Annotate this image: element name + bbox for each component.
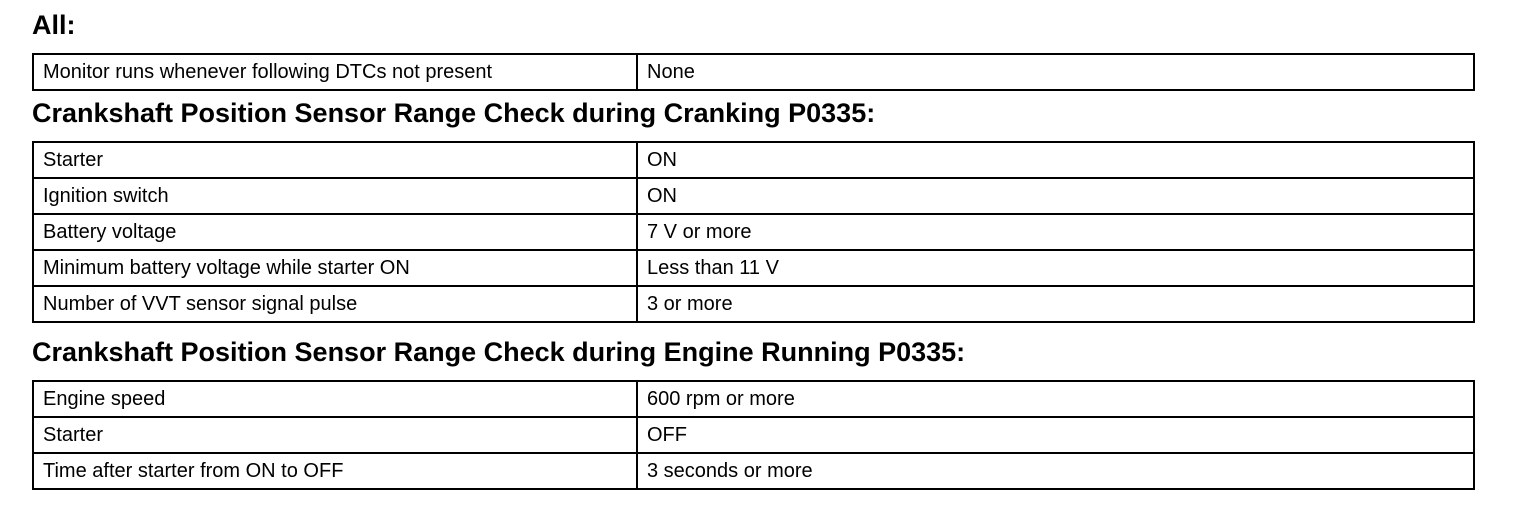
table-row <box>33 381 1474 417</box>
table-all-conditions <box>32 53 1475 91</box>
value-cell: None <box>637 54 1474 90</box>
table-row <box>33 250 1474 286</box>
table-row <box>33 286 1474 322</box>
table-row <box>33 453 1474 489</box>
value-cell: ON <box>637 142 1474 178</box>
section-heading-engine-running: Crankshaft Position Sensor Range Check during Engine Running P0335: <box>32 337 966 367</box>
table-row <box>33 142 1474 178</box>
table-engine-running-conditions <box>32 380 1475 490</box>
value-cell: 3 or more <box>637 286 1474 322</box>
table-row <box>33 417 1474 453</box>
value-cell: 7 V or more <box>637 214 1474 250</box>
value-cell: 3 seconds or more <box>637 453 1474 489</box>
table-cranking-conditions <box>32 141 1475 323</box>
table-row <box>33 178 1474 214</box>
table-row <box>33 214 1474 250</box>
value-cell: 600 rpm or more <box>637 381 1474 417</box>
section-heading-all: All: <box>32 10 76 40</box>
condition-cell: Number of VVT sensor signal pulse <box>33 286 637 322</box>
condition-cell: Time after starter from ON to OFF <box>33 453 637 489</box>
table-row <box>33 54 1474 90</box>
condition-cell: Starter <box>33 417 637 453</box>
section-heading-cranking: Crankshaft Position Sensor Range Check during Cranking P0335: <box>32 98 876 128</box>
value-cell: OFF <box>637 417 1474 453</box>
condition-cell: Monitor runs whenever following DTCs not present <box>33 54 637 90</box>
condition-cell: Engine speed <box>33 381 637 417</box>
condition-cell: Ignition switch <box>33 178 637 214</box>
condition-cell: Battery voltage <box>33 214 637 250</box>
condition-cell: Starter <box>33 142 637 178</box>
condition-cell: Minimum battery voltage while starter ON <box>33 250 637 286</box>
value-cell: ON <box>637 178 1474 214</box>
value-cell: Less than 11 V <box>637 250 1474 286</box>
